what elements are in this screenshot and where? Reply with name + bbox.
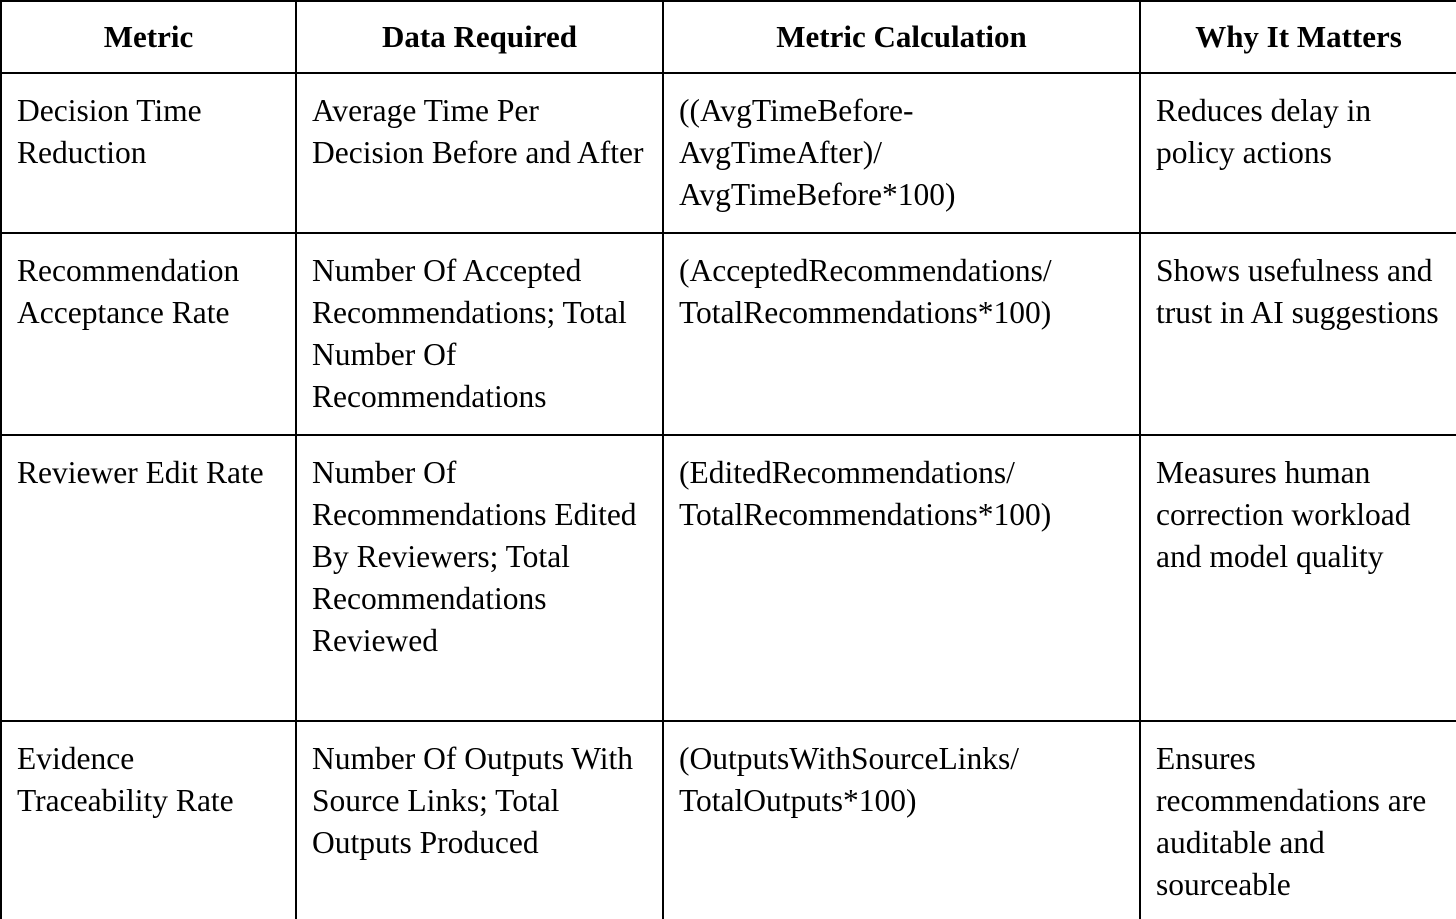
header-metric: Metric — [1, 1, 296, 73]
why-text: Reduces delay in policy actions — [1156, 93, 1372, 170]
calculation-cell — [663, 73, 1140, 233]
data-required-text: Number Of Recommendations Edited By Reviewers; Total Recommendations Reviewed — [312, 455, 637, 658]
data-required-cell — [296, 435, 663, 721]
metric-cell — [1, 73, 296, 233]
table-row — [1, 435, 1456, 721]
why-cell — [1140, 233, 1456, 435]
metric-cell — [1, 721, 296, 919]
calculation-cell — [663, 233, 1140, 435]
table-row — [1, 73, 1456, 233]
metric-cell — [1, 233, 296, 435]
why-cell — [1140, 435, 1456, 721]
header-data-required: Data Required — [296, 1, 663, 73]
header-row — [1, 1, 1456, 73]
calculation-text: (OutputsWithSourceLinks/TotalOutputs*100) — [679, 741, 1019, 818]
metric-text: Decision Time Reduction — [17, 93, 202, 170]
data-required-text: Number Of Accepted Recommendations; Total Number Of Recommendations — [312, 253, 627, 414]
metric-cell — [1, 435, 296, 721]
why-text: Measures human correction workload and model quality — [1156, 455, 1411, 574]
table-header — [1, 1, 1456, 73]
data-required-cell — [296, 73, 663, 233]
metric-text: Reviewer Edit Rate — [17, 455, 264, 490]
why-text: Shows usefulness and trust in AI suggestions — [1156, 253, 1439, 330]
calculation-text: ((AvgTimeBefore-AvgTimeAfter)/AvgTimeBefore*100) — [679, 93, 956, 212]
table-row — [1, 721, 1456, 919]
header-metric-calculation: Metric Calculation — [663, 1, 1140, 73]
data-required-text: Average Time Per Decision Before and After — [312, 93, 644, 170]
metric-text: Recommendation Acceptance Rate — [17, 253, 240, 330]
header-why-it-matters: Why It Matters — [1140, 1, 1456, 73]
why-cell — [1140, 721, 1456, 919]
calculation-cell — [663, 435, 1140, 721]
table-row — [1, 233, 1456, 435]
calculation-text: (EditedRecommendations/TotalRecommendations*100) — [679, 455, 1052, 532]
table-body — [1, 73, 1456, 919]
data-required-cell — [296, 233, 663, 435]
data-required-cell — [296, 721, 663, 919]
why-cell — [1140, 73, 1456, 233]
calculation-text: (AcceptedRecommendations/TotalRecommendations*100) — [679, 253, 1052, 330]
metric-text: Evidence Traceability Rate — [17, 741, 234, 818]
calculation-cell — [663, 721, 1140, 919]
why-text: Ensures recommendations are auditable and sourceable — [1156, 741, 1427, 902]
data-required-text: Number Of Outputs With Source Links; Total Outputs Produced — [312, 741, 633, 860]
